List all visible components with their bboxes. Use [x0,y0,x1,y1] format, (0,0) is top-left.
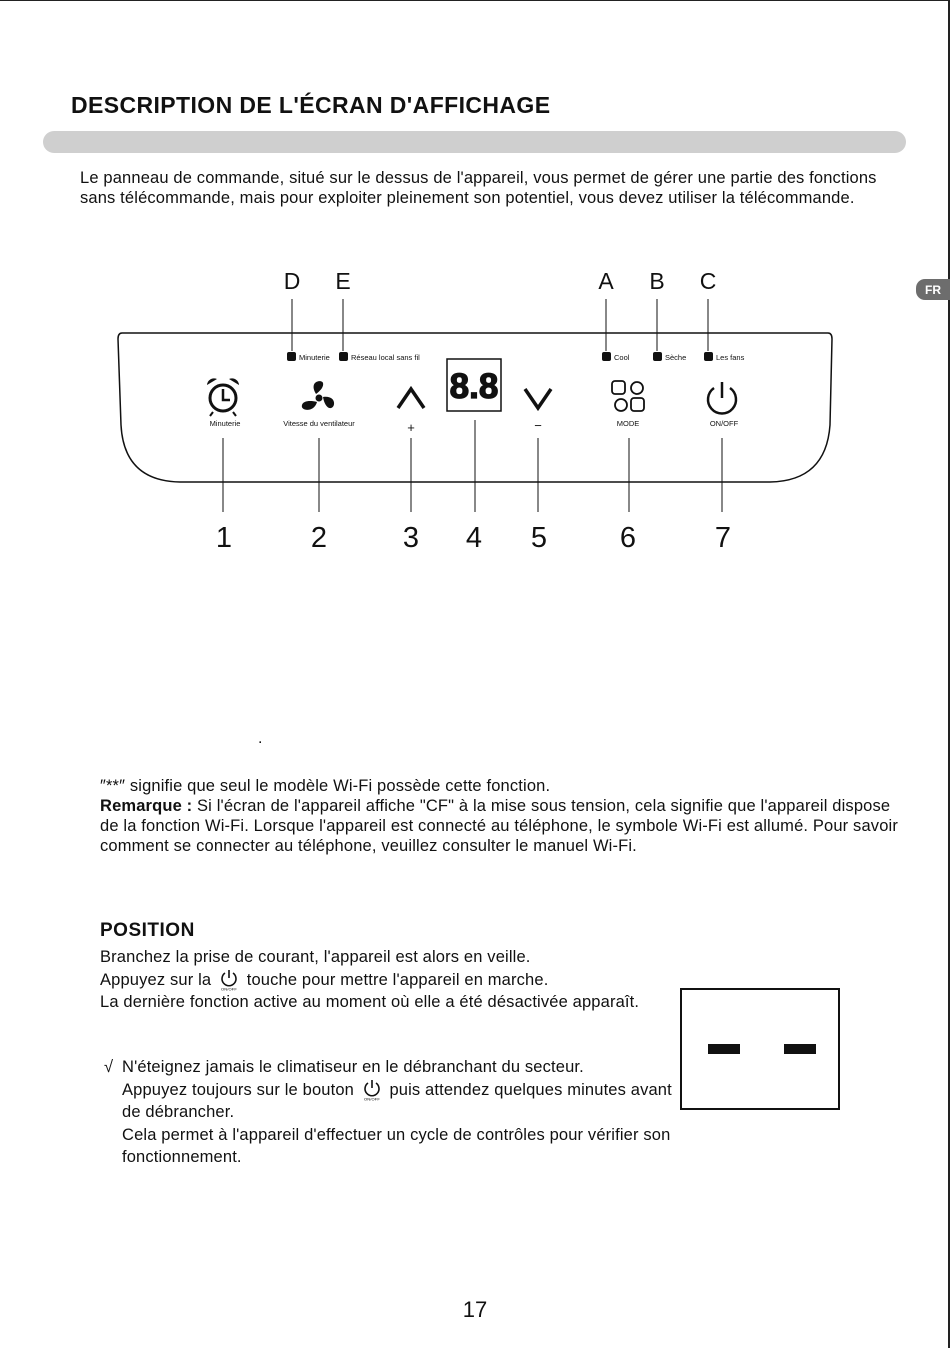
dash-segment-right [784,1044,816,1054]
warning-line-2 [104,1079,684,1124]
indicator-wifi-label: Réseau local sans fil [351,353,420,362]
label-letter-a: A [598,268,614,294]
button-onoff-label: ON/OFF [709,419,739,428]
label-letter-e: E [335,268,351,294]
position-heading: POSITION [100,920,195,941]
mode-icon [612,381,644,411]
warning-line-2-end: puis attendez quelques minutes avant de débrancher. [122,1080,672,1121]
button-fan-speed-label: Vitesse du ventilateur [283,419,355,428]
indicator-cool-label: Cool [614,353,630,362]
warning-line-1: N'éteignez jamais le climatiseur en le débranchant du secteur. [122,1058,584,1076]
position-text [100,946,680,1014]
remark-text: Si l'écran de l'appareil affiche "CF" à la mise sous tension, cela signifie que l'appareil dispose de la fonction Wi-Fi. Lorsque l'appareil est connecté au téléphone, le symbole Wi-Fi est allumé. Pour savoir comment se connecter au téléphone, veuillez consulter le manuel Wi-Fi. [100,797,898,855]
inline-power-caption-2: ON/OFF [363,1096,380,1101]
position-line-1: Branchez la prise de courant, l'appareil est alors en veille. [100,948,531,966]
power-icon [708,382,736,413]
label-number-5: 5 [530,522,548,554]
language-tab: FR [916,279,950,300]
dash-segment-left [708,1044,740,1054]
position-line-2 [100,969,680,992]
fan-icon [302,381,334,410]
label-number-6: 6 [619,522,637,554]
label-letter-d: D [283,268,301,294]
display-digits: 8.8 [449,367,499,406]
label-number-7: 7 [714,522,732,554]
position-line-2-start: Appuyez sur la [100,970,212,989]
button-plus-label: + [407,420,415,435]
inline-power-icon-2 [361,1079,383,1101]
remark-label: Remarque : [100,797,193,815]
title-divider-bar [43,131,906,153]
label-number-2: 2 [310,522,328,554]
page-border-top [0,0,950,1]
label-number-3: 3 [402,522,420,554]
indicator-seche-label: Sèche [665,353,687,362]
position-line-2-end: touche pour mettre l'appareil en marche. [246,970,549,989]
inline-power-icon [218,969,240,991]
standby-display-illustration [680,988,840,1110]
page-title: DESCRIPTION DE L'ÉCRAN D'AFFICHAGE [71,92,551,118]
chevron-down-icon [525,389,551,408]
label-number-1: 1 [215,522,233,554]
page-number: 17 [462,1297,488,1322]
alarm-clock-icon [207,378,239,416]
label-letter-c: C [699,268,717,294]
warning-line-2-start: Appuyez toujours sur le bouton [122,1080,354,1099]
label-number-4: 4 [465,522,483,554]
wifi-note [100,776,900,856]
warning-block [104,1056,684,1169]
intro-paragraph: Le panneau de commande, situé sur le dessus de l'appareil, vous permet de gérer une partie des fonctions sans télécommande, mais pour exploiter pleinement son potentiel, vous devez utiliser la télécommande. [80,169,877,207]
button-timer-label: Minuterie [209,419,241,428]
label-letter-b: B [649,268,665,294]
warning-line-3: Cela permet à l'appareil d'effectuer un cycle de contrôles pour vérifier son fonctionnement. [122,1125,671,1166]
remark-paragraph [100,796,900,856]
checkmark-icon: √ [104,1058,114,1076]
control-panel-diagram [0,255,950,555]
indicator-minuterie-label: Minuterie [299,353,330,362]
button-mode-label: MODE [616,419,640,428]
inline-power-caption: ON/OFF [220,986,237,991]
chevron-up-icon [398,389,424,408]
stray-dot: . [258,730,263,747]
button-minus-label: − [534,418,542,433]
wifi-only-line: ″**″ signifie que seul le modèle Wi-Fi possède cette fonction. [100,777,551,795]
indicator-fans-label: Les fans [716,353,745,362]
position-line-3: La dernière fonction active au moment où elle a été désactivée apparaît. [100,993,640,1011]
